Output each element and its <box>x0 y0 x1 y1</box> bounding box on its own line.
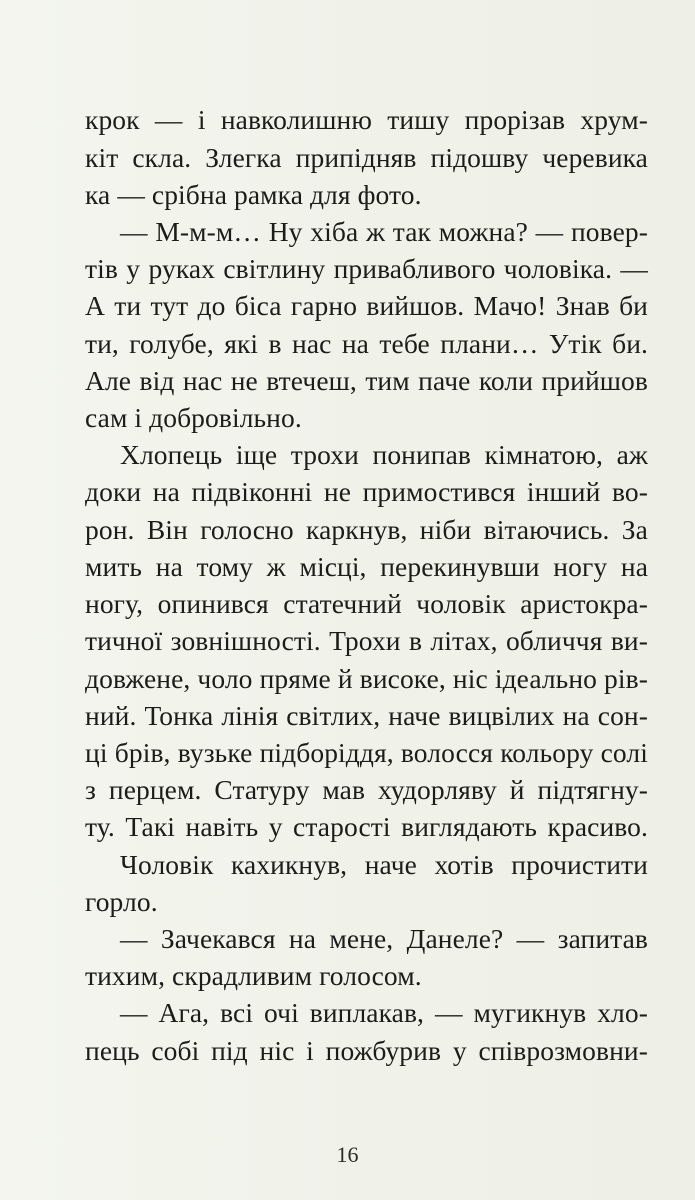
text-line: ці брів, вузьке підборіддя, волосся кольору солі <box>85 737 648 768</box>
text-line: — Ага, всі очі виплакав, — мугикнув хло- <box>120 997 648 1028</box>
text-line: пець собі під ніс і пожбурив у співрозмовни- <box>85 1035 648 1066</box>
text-line: ти, голубе, які в нас на тебе плани… Утік би. <box>85 328 648 359</box>
text-line: Але від нас не втечеш, тим паче коли прийшов <box>85 365 648 396</box>
text-line: ту. Такі навіть у старості виглядають красиво. <box>85 811 648 842</box>
page-number: 16 <box>336 1142 359 1167</box>
text-line: мить на тому ж місці, перекинувши ногу на <box>85 551 648 582</box>
text-line: ка — срібна рамка для фото. <box>85 179 422 210</box>
text-line: тихим, скрадливим голосом. <box>85 960 422 991</box>
text-line: тичної зовнішності. Трохи в літах, обличчя ви- <box>85 625 648 656</box>
text-line: Чоловік кахикнув, наче хотів прочистити <box>120 849 648 880</box>
text-line: ногу, опинився статечний чоловік аристокра- <box>85 588 648 619</box>
text-line: — Зачекався на мене, Данеле? — запитав <box>120 923 648 954</box>
text-line: кіт скла. Злегка припідняв підошву черевика <box>85 142 648 173</box>
text-line: — М-м-м… Ну хіба ж так можна? — повер- <box>120 216 648 247</box>
text-line: з перцем. Статуру мав худорляву й підтягну- <box>85 774 648 805</box>
text-line: А ти тут до біса гарно вийшов. Мачо! Знав би <box>85 290 648 321</box>
text-line: горло. <box>85 886 158 917</box>
text-line: довжене, чоло пряме й високе, ніс ідеально рів- <box>85 663 648 694</box>
text-line: ний. Тонка лінія світлих, наче вицвілих на сон- <box>85 700 648 731</box>
text-line: тів у руках світлину привабливого чоловіка. — <box>85 253 648 284</box>
text-line: сам і добровільно. <box>85 402 302 433</box>
text-line: рон. Він голосно каркнув, ніби вітаючись. За <box>85 514 648 545</box>
text-line: Хлопець іще трохи понипав кімнатою, аж <box>120 439 648 470</box>
text-line: крок — і навколишню тишу прорізав хрум- <box>85 104 648 135</box>
text-line: доки на підвіконні не примостився інший во- <box>85 476 648 507</box>
